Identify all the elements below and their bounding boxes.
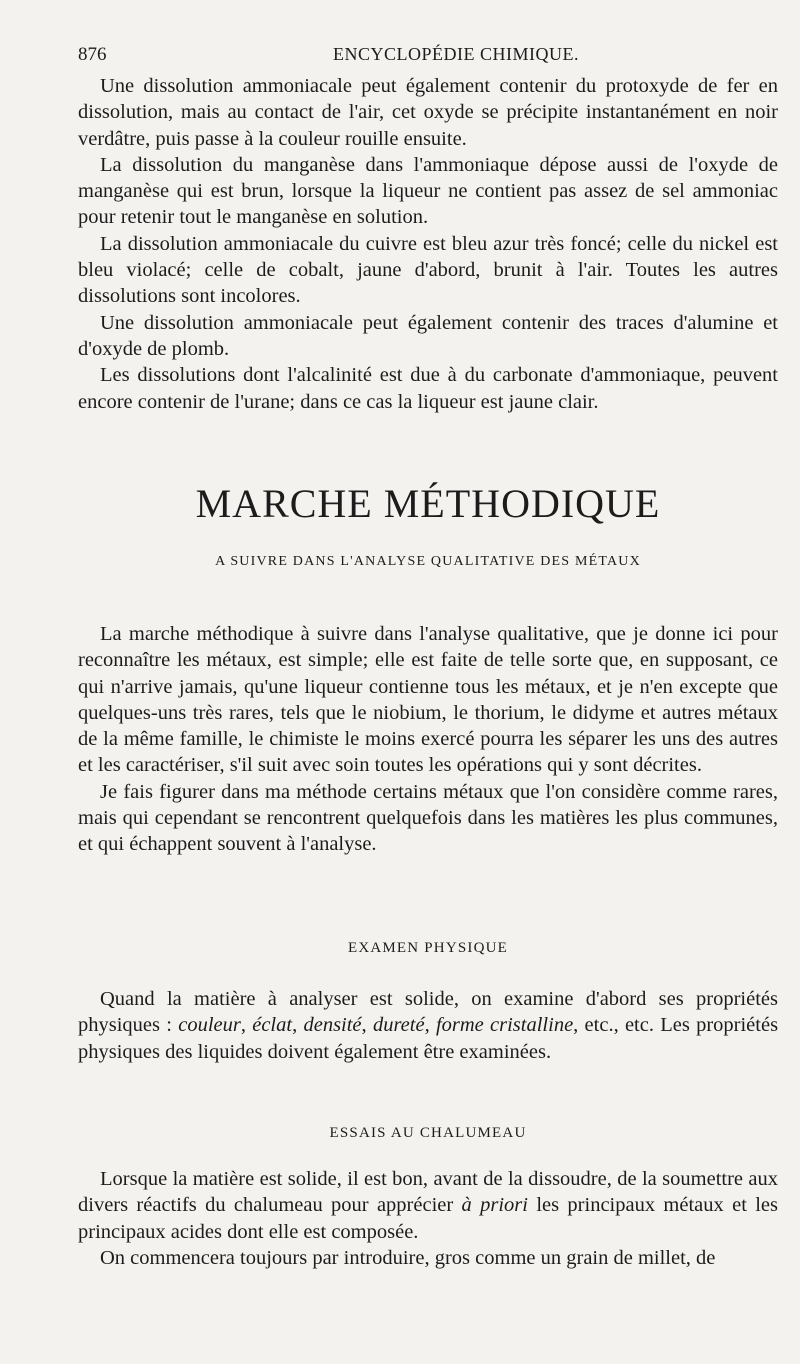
physique-section: [78, 986, 778, 1065]
chalumeau-section: [78, 1166, 778, 1271]
paragraph: Quand la matière à analyser est solide, on examine d'abord ses propriétés physiques : couleur, éclat, densité, dureté, forme cristalline, etc., etc. Les propriétés physiques des liquides doivent également être examinées.: [78, 988, 779, 1063]
chapter-heading: MARCHE MÉTHODIQUE: [195, 481, 661, 526]
section-heading-physique: EXAMEN PHYSIQUE: [347, 940, 509, 956]
paragraph: Lorsque la matière est solide, il est bon, avant de la dissoudre, de la soumettre aux divers réactifs du chalumeau pour apprécier à priori les principaux métaux et les principaux acides dont elle est composée.: [78, 1168, 779, 1243]
paragraph: La marche méthodique à suivre dans l'analyse qualitative, que je donne ici pour reconnaître les métaux, est simple; elle est faite de telle sorte que, en supposant, ce qui n'arrive jamais, qu'une liqueur contienne tous les métaux, et je n'en excepte que quelques-uns très rares, tels que le niobium, le thorium, le didyme et autres métaux de la même famille, le chimiste le moins exercé pourra les séparer les uns des autres et les caractériser, s'il suit avec soin toutes les opérations qui y sont décrites.: [78, 623, 778, 777]
intro-section: [78, 73, 778, 415]
method-section: [78, 621, 778, 858]
page-number: 876: [78, 44, 107, 65]
paragraph: On commencera toujours par introduire, gros comme un grain de millet, de: [100, 1246, 716, 1269]
paragraph: La dissolution du manganèse dans l'ammoniaque dépose aussi de l'oxyde de manganèse qui est brun, lorsque la liqueur ne contient pas assez de sel ammoniac pour retenir tout le manganèse en solution.: [78, 153, 778, 229]
paragraph: Je fais figurer dans ma méthode certains métaux que l'on considère comme rares, mais qui cependant se rencontrent quelquefois dans les matières les plus communes, et qui échappent souvent à l'analyse.: [78, 780, 778, 856]
paragraph: La dissolution ammoniacale du cuivre est bleu azur très foncé; celle du nickel est bleu violacé; celle de cobalt, jaune d'abord, brunit à l'air. Toutes les autres dissolutions sont incolores.: [78, 232, 778, 308]
running-header: [78, 44, 778, 68]
paragraph: Une dissolution ammoniacale peut également contenir du protoxyde de fer en dissolution, mais au contact de l'air, cet oxyde se précipite instantanément en noir verdâtre, puis passe à la couleur rouille ensuite.: [78, 75, 778, 150]
paragraph: Les dissolutions dont l'alcalinité est due à du carbonate d'ammoniaque, peuvent encore contenir de l'urane; dans ce cas la liqueur est jaune clair.: [78, 364, 778, 413]
section-heading-chalumeau: ESSAIS AU CHALUMEAU: [329, 1125, 527, 1141]
chapter-subheading: A SUIVRE DANS L'ANALYSE QUALITATIVE DES MÉTAUX: [215, 554, 641, 569]
running-title: ENCYCLOPÉDIE CHIMIQUE.: [333, 44, 579, 64]
paragraph: Une dissolution ammoniacale peut également contenir des traces d'alumine et d'oxyde de plomb.: [78, 311, 778, 360]
